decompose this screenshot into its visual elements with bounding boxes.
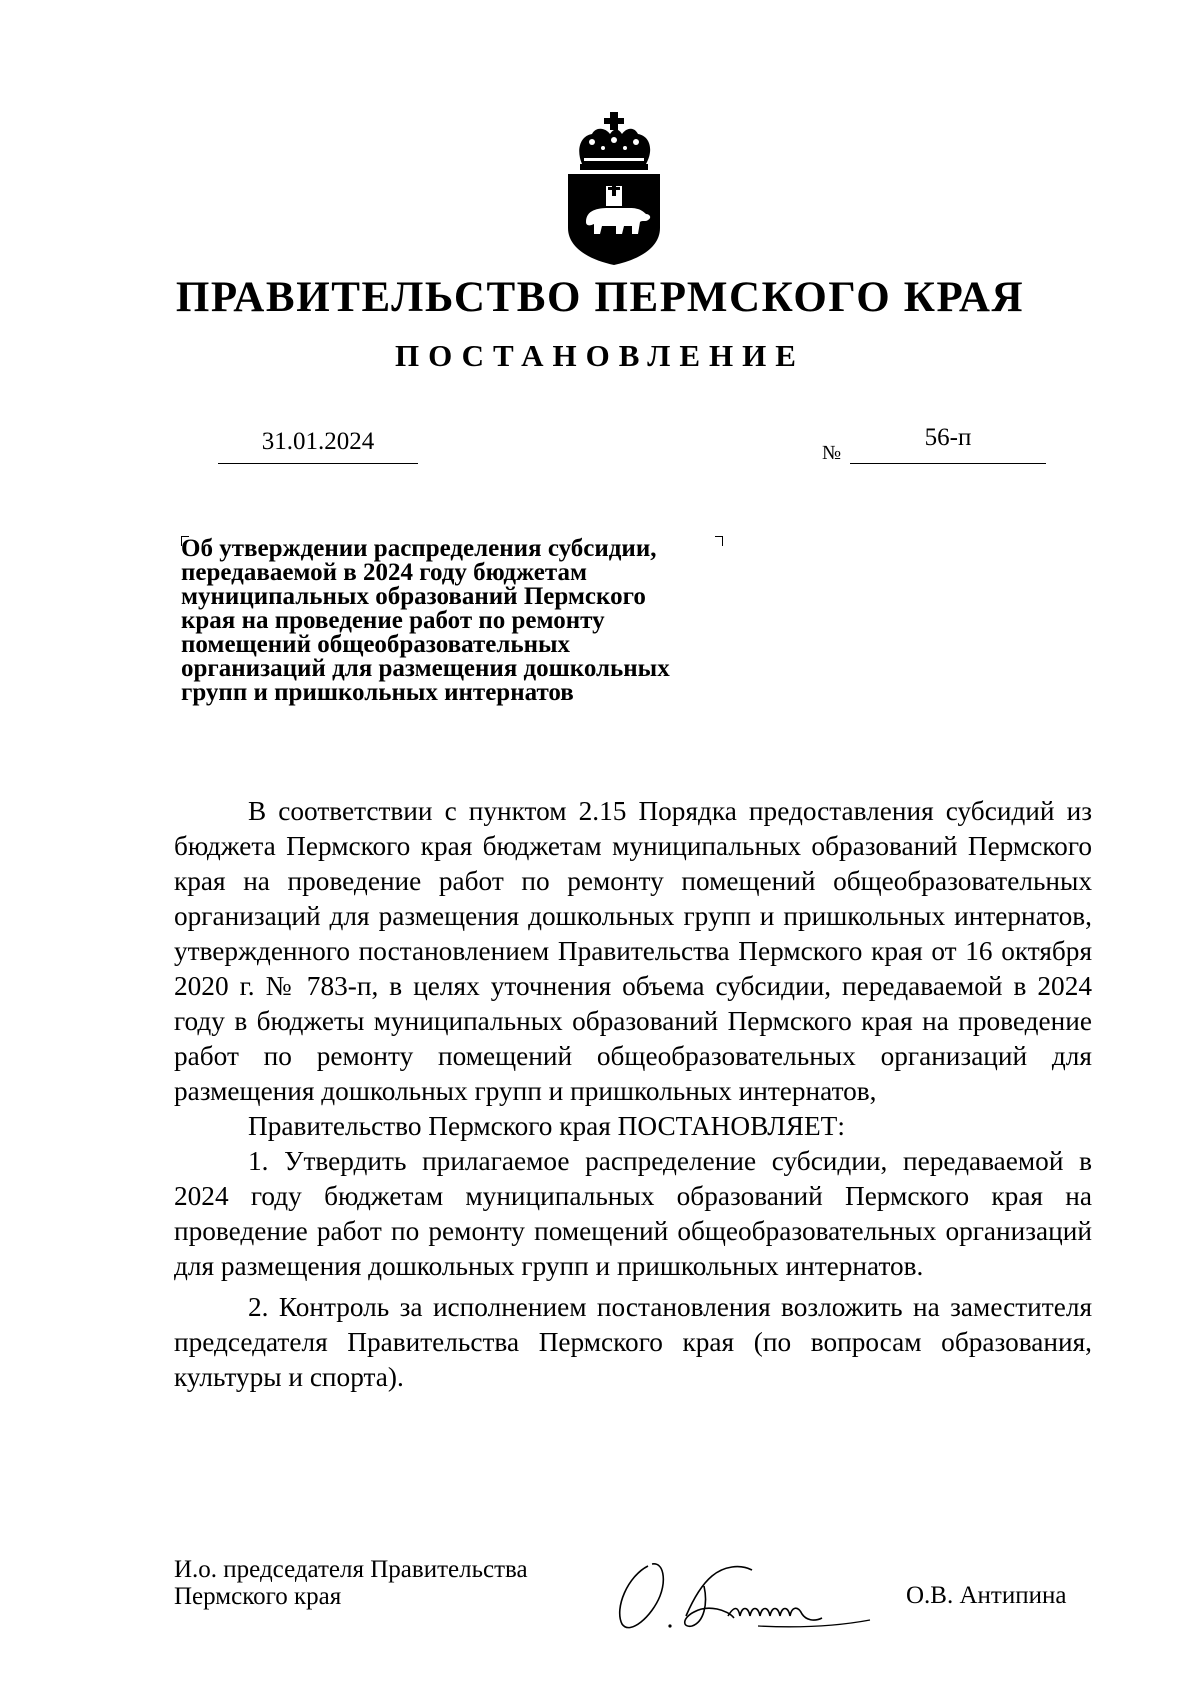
handwritten-signature-icon — [608, 1546, 908, 1632]
subject-line: групп и пришкольных интернатов — [181, 679, 574, 706]
subject-line: передаваемой в 2024 году бюджетам — [181, 559, 588, 586]
organization-title: ПРАВИТЕЛЬСТВО ПЕРМСКОГО КРАЯ — [175, 274, 1025, 321]
preamble-paragraph: В соответствии с пунктом 2.15 Порядка предоставления субсидий из бюджета Пермского края бюджетам муниципальных образований Пермского края на проведение работ по ремонту помещений общеобразовательных организаций для размещения дошкольных групп и пришкольных интернатов, утвержденного постановлением Правительства Пермского края от 16 октября 2020 г. № 783-п, в целях уточнения объема субсидии, передаваемой в 2024 году в бюджеты муниципальных образований Пермского края на проведение работ по ремонту помещений общеобразовательных организаций для размещения дошкольных групп и пришкольных интернатов, — [174, 796, 1092, 1106]
document-type: ПОСТАНОВЛЕНИЕ — [395, 338, 805, 373]
subject-line: помещений общеобразовательных — [181, 631, 571, 658]
subject-line: муниципальных образований Пермского — [181, 583, 646, 610]
item-1-paragraph: 1. Утвердить прилагаемое распределение субсидии, передаваемой в 2024 году бюджетам муниципальных образований Пермского края на проведение работ по ремонту помещений общеобразовательных организаций для размещения дошкольных групп и пришкольных интернатов. — [174, 1146, 1092, 1281]
item-2-paragraph: 2. Контроль за исполнением постановления возложить на заместителя председателя Правительства Пермского края (по вопросам образования, культуры и спорта). — [174, 1292, 1092, 1392]
document-number — [822, 424, 1046, 468]
document-date — [218, 428, 418, 468]
number-value: 56-п — [924, 424, 972, 451]
date-value: 31.01.2024 — [261, 428, 375, 455]
document-body — [174, 794, 1092, 1395]
subject-line: Об утверждении распределения субсидии, — [181, 535, 657, 562]
number-sign: № — [822, 442, 842, 464]
perm-krai-coat-of-arms-icon — [566, 110, 662, 266]
subject-line: края на проведение работ по ремонту — [181, 607, 605, 634]
signer-title-line: Пермского края — [174, 1583, 342, 1610]
date-underline — [218, 463, 418, 464]
subject-line: организаций для размещения дошкольных — [181, 655, 670, 682]
signer-name: О.В. Антипина — [906, 1582, 1067, 1609]
document-subject — [181, 537, 751, 705]
signer-title-line: И.о. председателя Правительства — [174, 1556, 528, 1583]
number-underline — [850, 463, 1046, 464]
signer-title — [174, 1556, 528, 1610]
decree-paragraph: Правительство Пермского края ПОСТАНОВЛЯЕТ: — [248, 1111, 845, 1141]
